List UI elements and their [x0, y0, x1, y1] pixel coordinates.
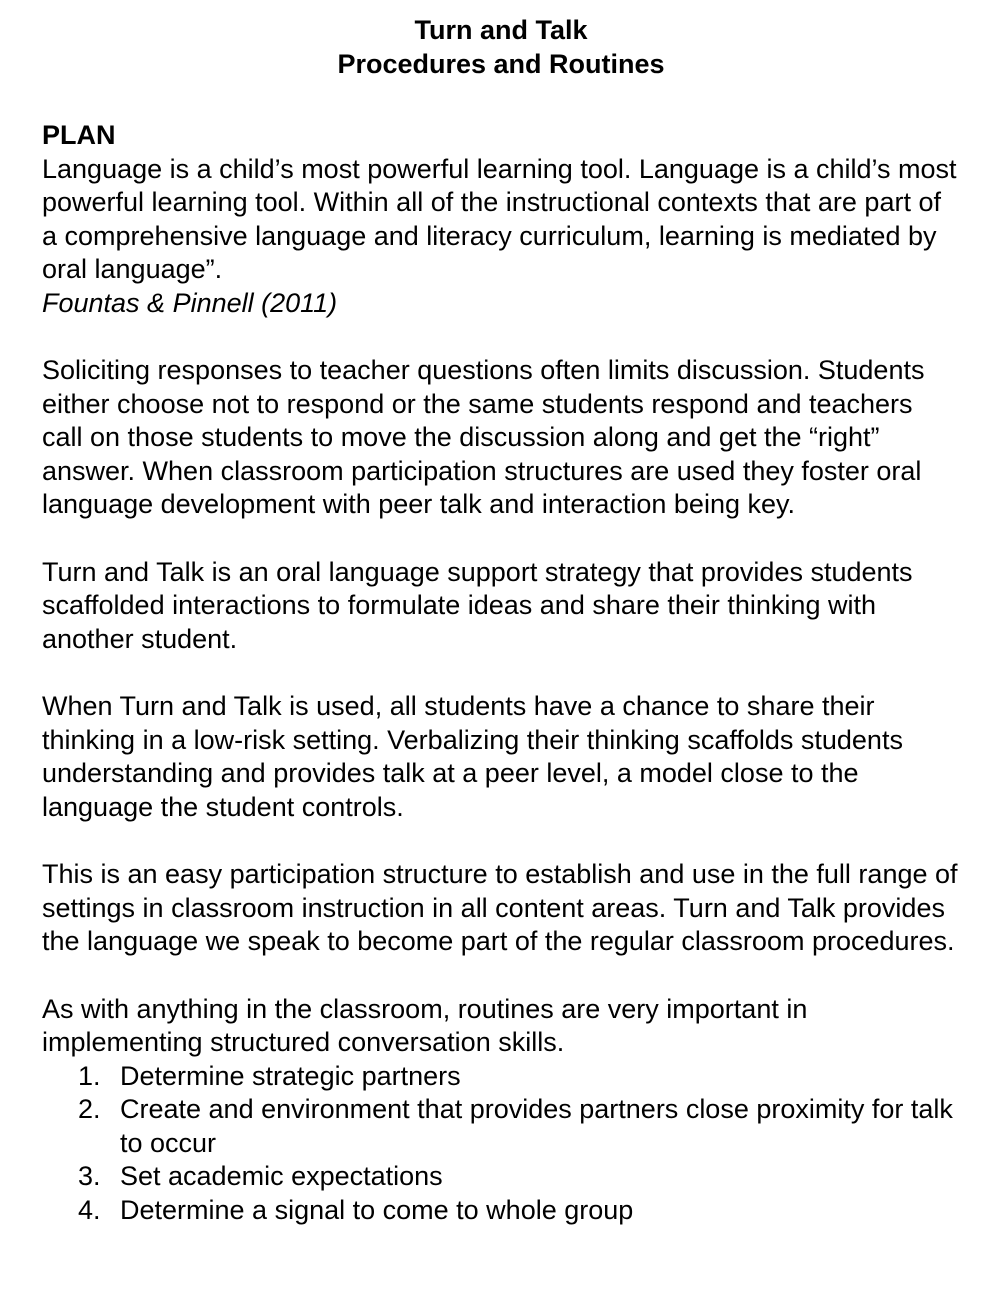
- paragraph-easy-participation-structure: This is an easy participation structure to establish and use in the full range of settings in classroom instruction in all content areas. Turn and Talk provides the language we speak to become part of the regular classroom procedures.: [42, 859, 958, 956]
- quote-paragraph: Language is a child’s most powerful learning tool. Language is a child’s most powerful learning tool. Within all of the instructional contexts that are part of a comprehensive language and literacy curriculum, learning is mediated by oral language”.: [42, 153, 957, 284]
- paragraph-when-turn-and-talk-used: When Turn and Talk is used, all students have a chance to share their thinking in a low-risk setting. Verbalizing their thinking scaffolds students understanding and provides talk at a peer level, a model close to the language the student controls.: [42, 691, 903, 822]
- document-title-line-1: Turn and Talk: [414, 15, 588, 45]
- citation-line: Fountas & Pinnell (2011): [42, 287, 338, 318]
- list-item: [42, 1060, 960, 1094]
- document-title: [42, 14, 960, 81]
- paragraph-turn-and-talk-definition: Turn and Talk is an oral language support strategy that provides students scaffolded interactions to formulate ideas and share their thinking with another student.: [42, 556, 913, 654]
- list-item: [42, 1160, 960, 1194]
- list-item-text: Determine a signal to come to whole group: [120, 1194, 634, 1225]
- list-item: [42, 1194, 960, 1228]
- document-title-line-2: Procedures and Routines: [337, 48, 665, 79]
- section-heading-plan: PLAN: [42, 120, 116, 150]
- list-item-number: 2.: [78, 1094, 101, 1124]
- list-item: [42, 1093, 960, 1160]
- paragraph-soliciting-responses: Soliciting responses to teacher questions often limits discussion. Students either choose not to respond or the same students respond and teachers call on those students to move the discussion along and get the “right” answer. When classroom participation structures are used they foster oral language development with peer talk and interaction being key.: [42, 355, 925, 519]
- list-item-number: 3.: [78, 1161, 101, 1191]
- list-item-text: Create and environment that provides partners close proximity for talk to occur: [120, 1094, 953, 1158]
- list-item-number: 4.: [78, 1194, 101, 1225]
- list-item-text: Determine strategic partners: [120, 1060, 461, 1091]
- list-item-text: Set academic expectations: [120, 1161, 443, 1191]
- paragraph-routines-important: As with anything in the classroom, routines are very important in implementing structured conversation skills.: [42, 993, 808, 1057]
- routine-numbered-list: [42, 1060, 960, 1228]
- list-item-number: 1.: [78, 1060, 101, 1091]
